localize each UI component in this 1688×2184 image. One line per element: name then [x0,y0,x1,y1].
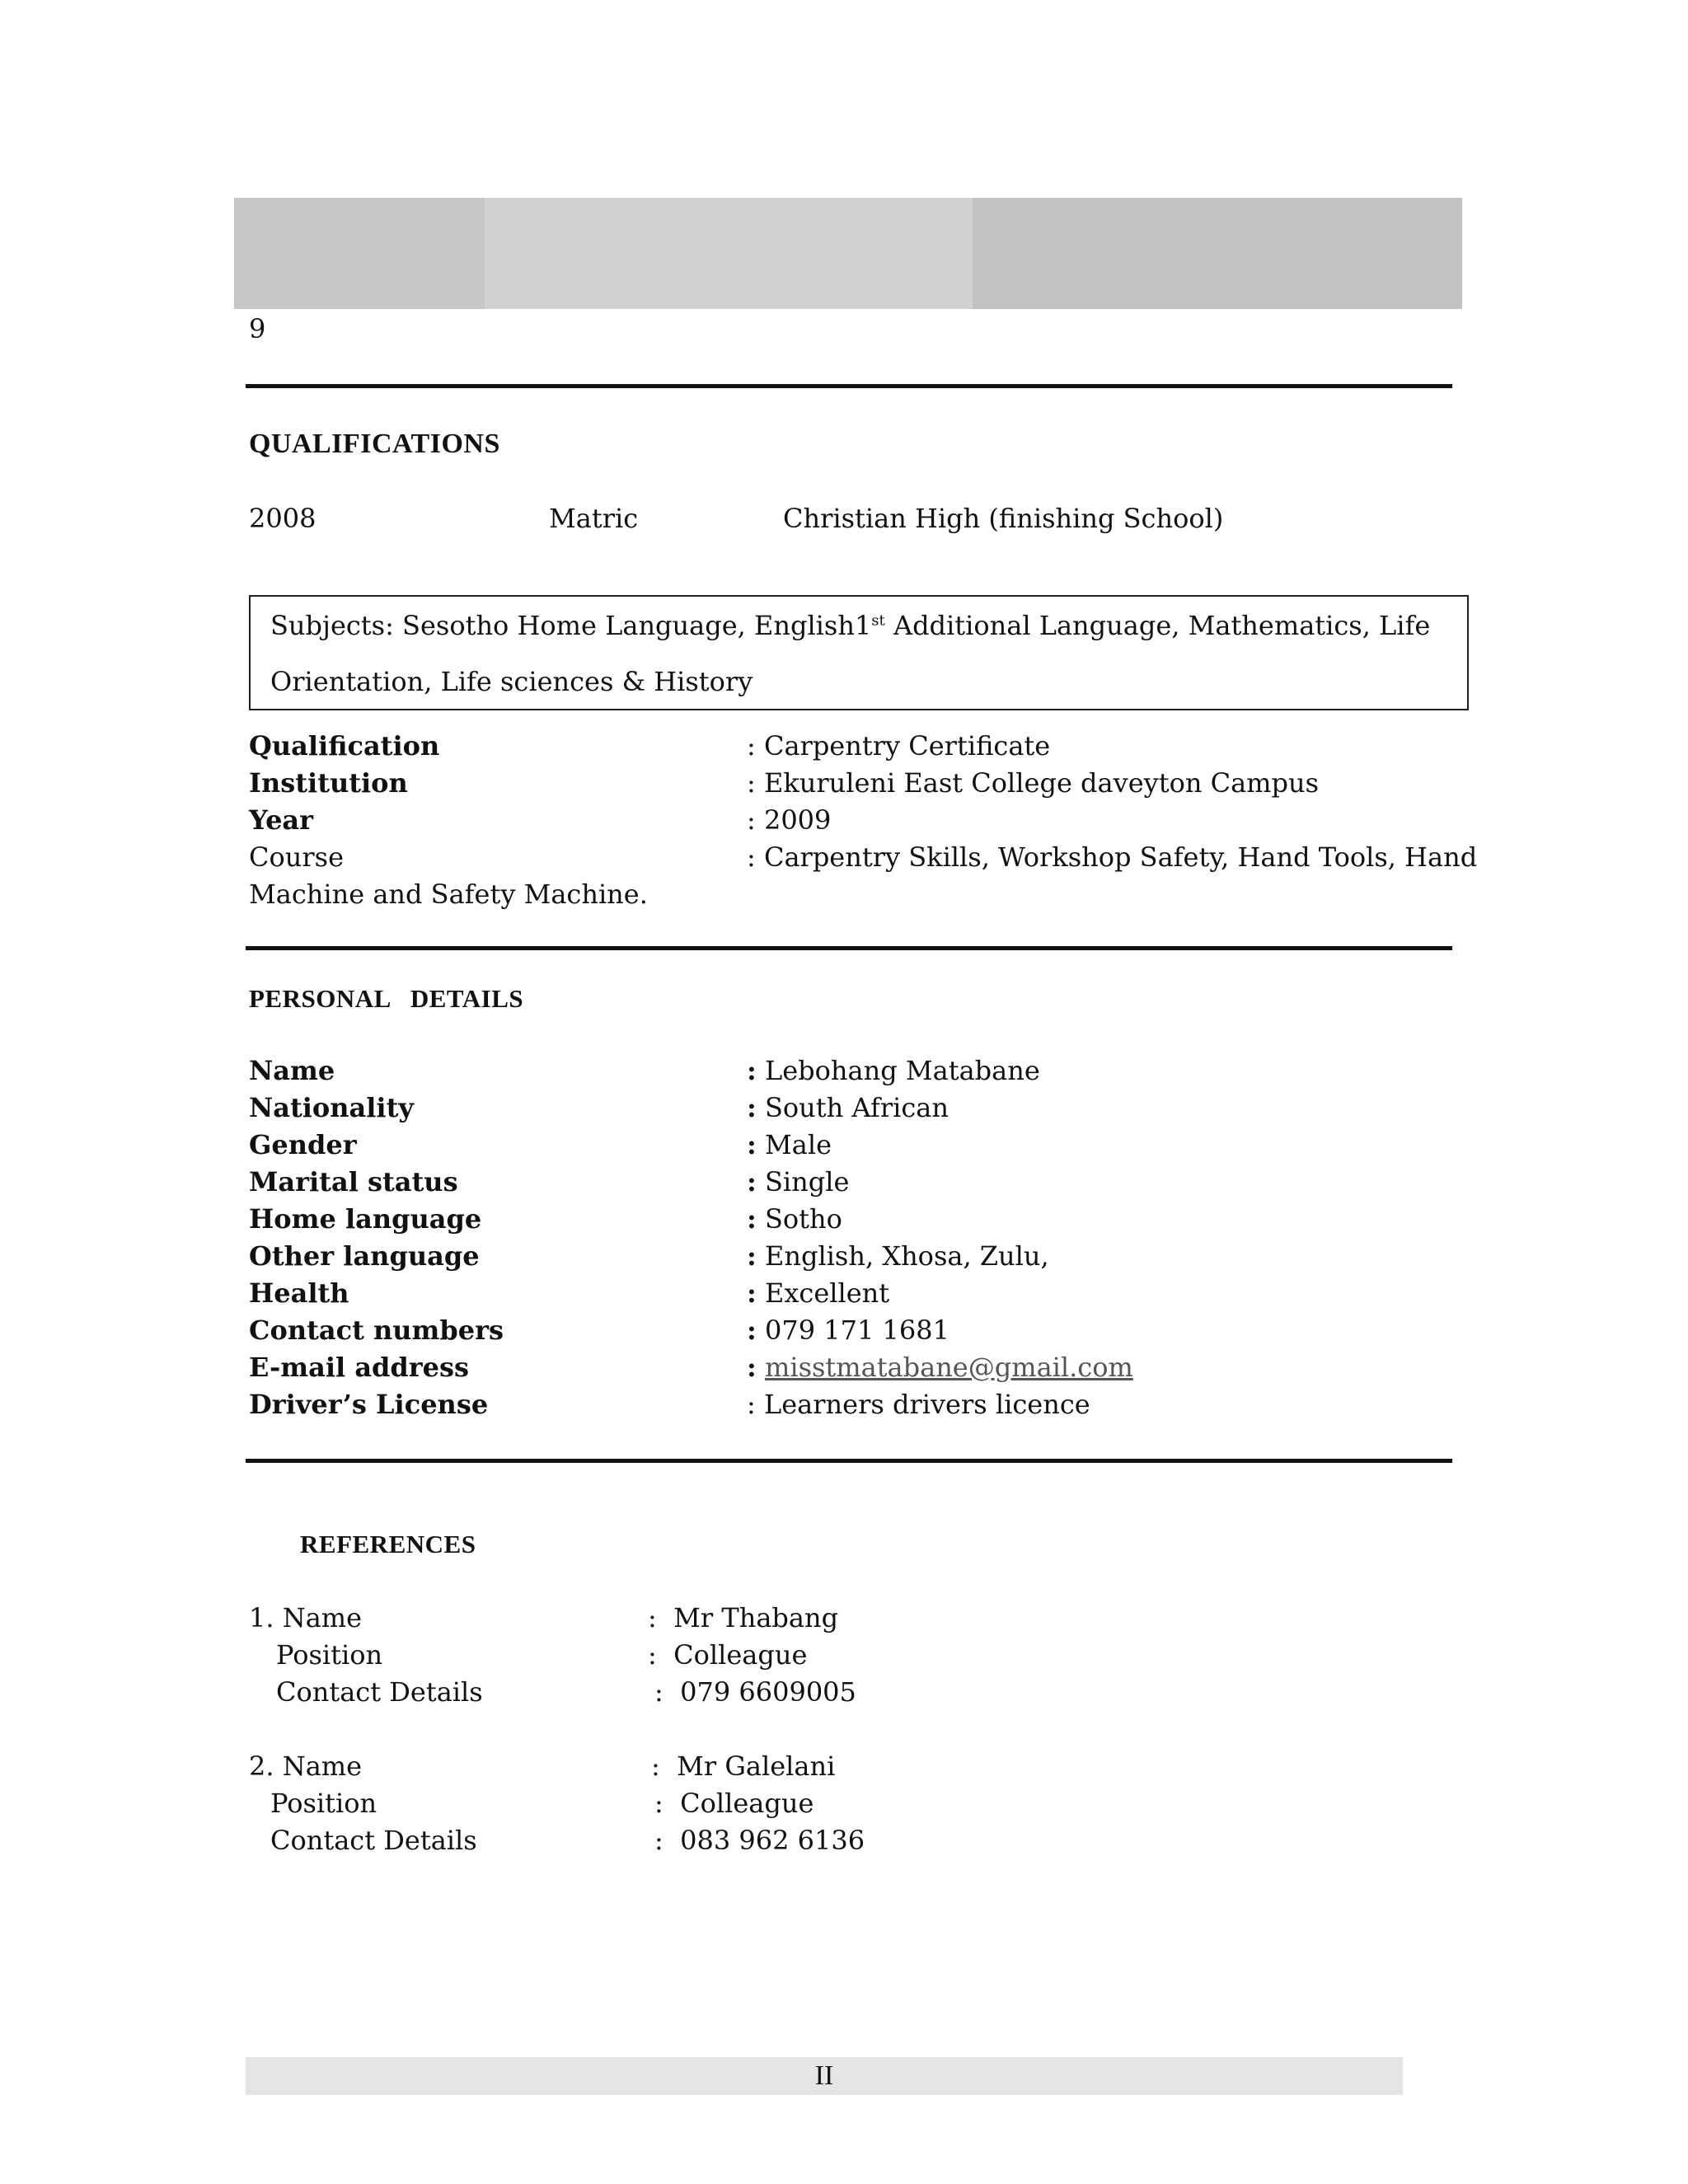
ref2-contact-label: Contact Details [270,1825,477,1856]
nationality-label: Nationality [249,1092,414,1123]
subjects-line-2: Orientation, Life sciences & History [270,666,753,697]
page-mark: 9 [249,313,266,344]
ref1-contact-value: : 079 6609005 [654,1676,856,1708]
ref1-name-label: 1. Name [249,1602,363,1633]
marital-status-label: Marital status [249,1166,458,1197]
home-language-value: Sotho [764,1203,842,1235]
marital-status-value-row: : Single [747,1166,850,1197]
institution-label: Institution [249,767,408,799]
ref2-position-value: : Colleague [654,1788,814,1819]
course-continuation: Machine and Safety Machine. [249,879,648,910]
marital-status-value: Single [764,1166,850,1197]
gender-value-row: : Male [747,1129,832,1160]
divider-references [246,1459,1452,1463]
nationality-value-row: : South African [747,1092,949,1123]
gender-label: Gender [249,1129,357,1160]
personal-details-heading: PERSONAL DETAILS [249,984,524,1013]
drivers-license-value: : Learners drivers licence [747,1389,1090,1420]
contact-numbers-value: 079 171 1681 [764,1315,950,1346]
email-link[interactable]: misstmatabane@gmail.com [764,1352,1133,1383]
qualifications-heading: QUALIFICATIONS [249,429,500,459]
divider-top [246,384,1452,388]
ref1-position-label: Position [276,1639,383,1671]
year-value: : 2009 [747,804,832,836]
health-value: Excellent [764,1277,890,1309]
name-value: Lebohang Matabane [764,1055,1040,1086]
matric-year: 2008 [249,503,316,534]
subjects-box [249,595,1469,710]
health-label: Health [249,1277,349,1309]
header-band-left [234,198,485,309]
contact-numbers-value-row: : 079 171 1681 [747,1315,950,1346]
footer-bar [246,2057,1403,2095]
qualification-value: : Carpentry Certificate [747,730,1051,762]
other-language-value-row: : English, Xhosa, Zulu, [747,1240,1049,1272]
other-language-label: Other language [249,1240,480,1272]
contact-numbers-label: Contact numbers [249,1315,504,1346]
name-value-row [747,1055,1040,1086]
institution-value: : Ekuruleni East College daveyton Campus [747,767,1320,799]
ref2-name-label: 2. Name [249,1750,363,1782]
drivers-license-label: Driver’s License [249,1389,489,1420]
ref1-name-value: : Mr Thabang [648,1602,839,1633]
name-label: Name [249,1055,335,1086]
home-language-value-row: : Sotho [747,1203,842,1235]
ref2-position-label: Position [270,1788,377,1819]
matric-level: Matric [549,503,639,534]
ref1-contact-label: Contact Details [276,1676,483,1708]
subjects-line-1: Subjects: Sesotho Home Language, English1st Additional Language, Mathematics, Life [270,610,1431,641]
ref1-position-value: : Colleague [648,1639,808,1671]
course-value: : Carpentry Skills, Workshop Safety, Hand Tools, Hand [747,841,1478,873]
references-heading: REFERENCES [300,1530,476,1558]
home-language-label: Home language [249,1203,482,1235]
other-language-value: English, Xhosa, Zulu, [764,1240,1049,1272]
gender-value: Male [764,1129,832,1160]
email-label: E-mail address [249,1352,470,1383]
nationality-value: South African [764,1092,949,1123]
footer-page-number: II [814,2060,834,2091]
health-value-row: : Excellent [747,1277,890,1309]
subjects-superscript: st [871,612,885,630]
header-band-right [973,198,1462,309]
qualification-label: Qualification [249,730,440,762]
ref2-contact-value: : 083 962 6136 [654,1825,865,1856]
course-label: Course [249,841,345,873]
matric-school: Christian High (finishing School) [783,503,1224,534]
ref2-name-value: : Mr Galelani [651,1750,836,1782]
year-label: Year [249,804,314,836]
header-band-middle [485,198,973,309]
divider-personal [246,946,1452,950]
email-value-row: : misstmatabane@gmail.com [747,1352,1133,1383]
name-colon: : [747,1055,757,1086]
